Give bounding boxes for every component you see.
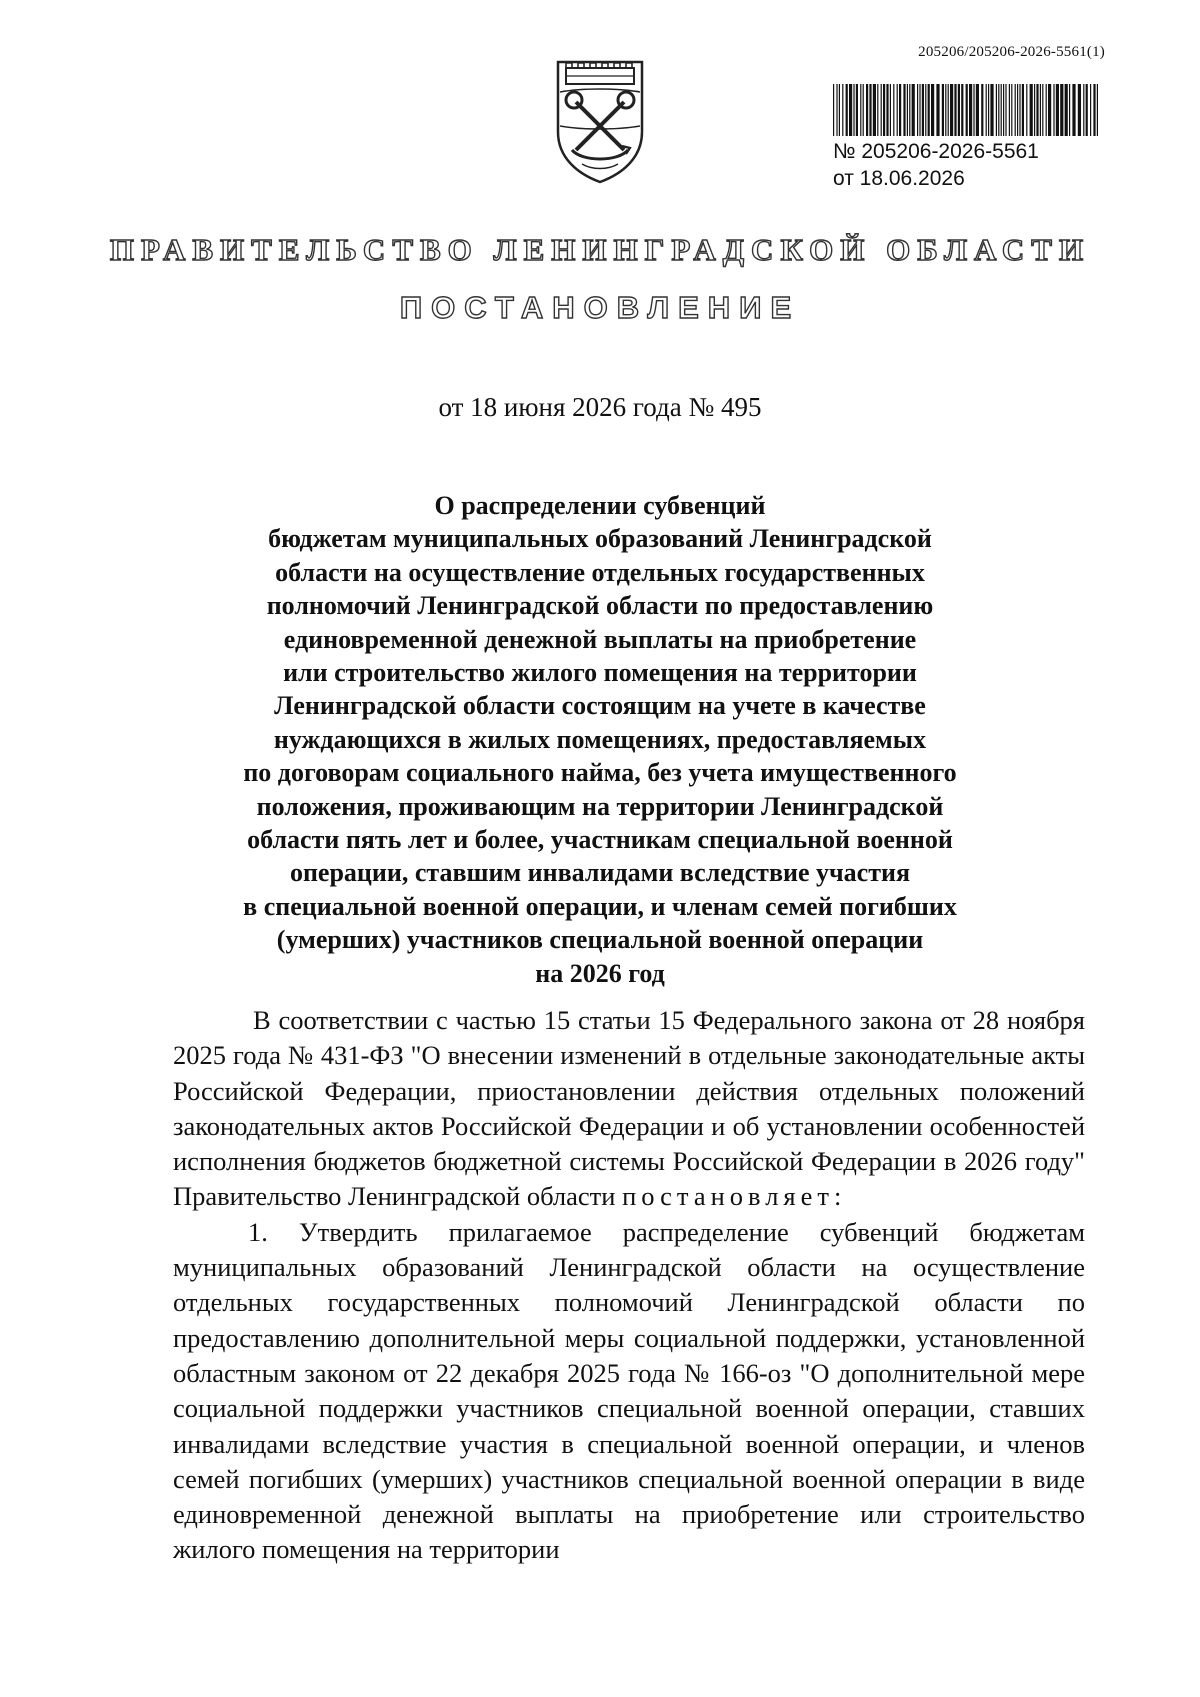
ref-code: 205206/205206-2026-5561(1) bbox=[918, 44, 1105, 60]
subject-line: в специальной военной операции, и членам семей погибших bbox=[243, 891, 957, 921]
decree-subject bbox=[200, 489, 1000, 990]
registration-number: № 205206-2026-5561 bbox=[833, 140, 1039, 163]
subject-line: положения, проживающим на территории Ленинградской bbox=[256, 791, 944, 821]
subject-line: О распределении субвенций bbox=[434, 491, 766, 520]
subject-line: операции, ставшим инвалидами вследствие участия bbox=[289, 858, 911, 888]
government-title: ПРАВИТЕЛЬСТВО ЛЕНИНГРАДСКОЙ ОБЛАСТИ bbox=[109, 232, 1091, 267]
subject-line: Ленинградской области состоящим на учете в качестве bbox=[274, 691, 926, 721]
subject-line: бюджетам муниципальных образований Ленинградской bbox=[268, 524, 932, 554]
registration-block bbox=[833, 138, 1039, 192]
preamble-verb: постановляет: bbox=[622, 1181, 847, 1212]
subject-line: по договорам социального найма, без учета имущественного bbox=[243, 758, 957, 788]
subject-line: единовременной денежной выплаты на приобретение bbox=[283, 624, 917, 654]
subject-line: (умерших) участников специальной военной операции bbox=[276, 925, 924, 955]
subject-line: нуждающихся в жилых помещениях, предоставляемых bbox=[273, 724, 927, 754]
decree-date-number: от 18 июня 2026 года № 495 bbox=[438, 392, 762, 422]
registration-date: от 18.06.2026 bbox=[833, 167, 965, 190]
decree-title: ПОСТАНОВЛЕНИЕ bbox=[399, 290, 801, 325]
subject-line: полномочий Ленинградской области по предоставлению bbox=[266, 591, 934, 621]
leningrad-oblast-coat-of-arms-icon bbox=[552, 54, 648, 184]
barcode bbox=[833, 84, 1098, 136]
subject-line: на 2026 год bbox=[535, 958, 665, 988]
clause-1-paragraph: 1. Утвердить прилагаемое распределение субвенций бюджетам муниципальных образований Ленинградской области на осуществление отдельных государственных полномочий Ленинградской области по предоставлению дополнительной меры социальной поддержки, установленной областным законом от 22 декабря 2025 года № 166-оз "О дополнительной мере социальной поддержки участников специальной военной операции, ставших инвалидами вследствие участия в специальной военной операции, и членов семей погибших (умерших) участников специальной военной операции в виде единовременной денежной выплаты на приобретение или строительство жилого помещения на территории bbox=[173, 1216, 1085, 1565]
subject-line: области на осуществление отдельных государственных bbox=[275, 557, 925, 587]
subject-line: области пять лет и более, участникам специальной военной bbox=[247, 825, 953, 855]
preamble-paragraph bbox=[173, 1003, 1085, 1215]
subject-line: или строительство жилого помещения на территории bbox=[283, 658, 917, 688]
decree-body bbox=[173, 1003, 1085, 1568]
preamble-text: В соответствии с частью 15 статьи 15 Федерального закона от 28 ноября 2025 года № 431-ФЗ "О внесении изменений в отдельные законодательные акты Российской Федерации, приостановлении действия отдельных положений законодательных актов Российской Федерации и об установлении особенностей исполнения бюджетов бюджетной системы Российской Федерации в 2026 году" Правительство Ленинградской области bbox=[173, 1005, 1085, 1212]
